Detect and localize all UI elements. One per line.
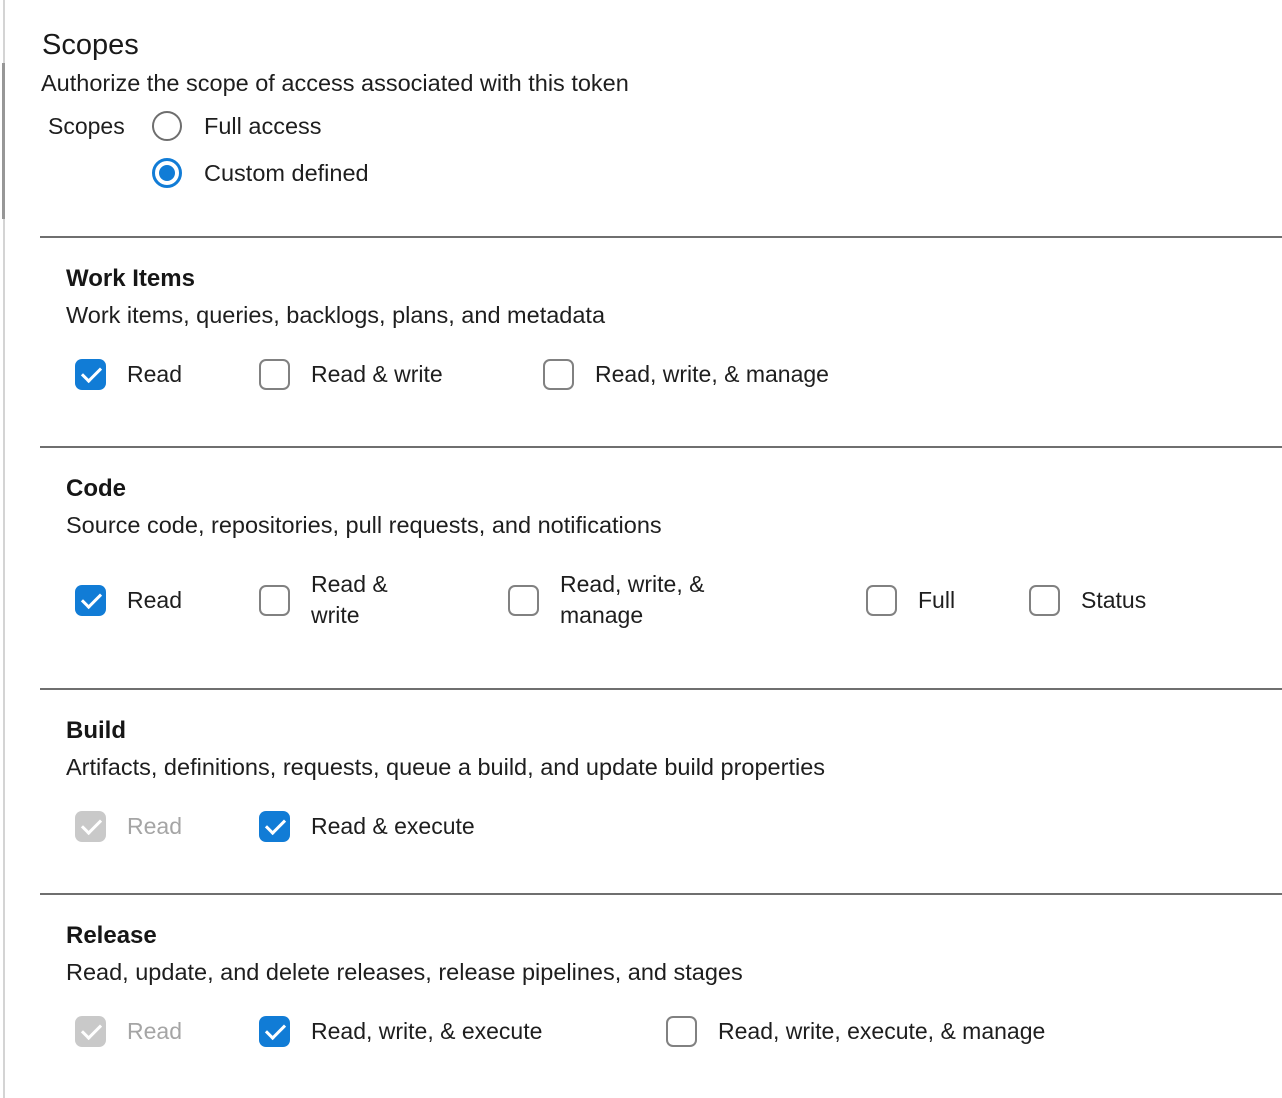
checkbox[interactable]	[508, 585, 539, 616]
checkbox[interactable]	[259, 359, 290, 390]
checkbox-disabled	[75, 1016, 106, 1047]
custom-defined-radio-label: Custom defined	[204, 159, 369, 186]
work-items-read-write-option[interactable]	[259, 359, 543, 390]
section-title: Release	[66, 922, 157, 949]
checkbox-label: Read & write	[311, 361, 443, 387]
page-title: Scopes	[42, 29, 139, 61]
code-status-option[interactable]	[1029, 585, 1146, 616]
build-read-execute-option[interactable]	[259, 811, 475, 842]
checkbox[interactable]	[259, 811, 290, 842]
scopes-intro	[40, 0, 1282, 236]
section-description: Source code, repositories, pull requests, and notifications	[66, 512, 662, 538]
scopes-field-label: Scopes	[48, 112, 125, 139]
checkbox[interactable]	[1029, 585, 1060, 616]
section-title: Code	[66, 475, 126, 502]
radio-row-full-access	[48, 111, 1282, 141]
work-items-options	[75, 359, 1282, 390]
full-access-radio-label: Full access	[204, 112, 322, 139]
full-access-radio[interactable]	[152, 111, 182, 141]
checkbox-label: Read	[127, 1018, 182, 1044]
checkbox[interactable]	[259, 1016, 290, 1047]
section-description: Artifacts, definitions, requests, queue a build, and update build properties	[66, 754, 826, 780]
release-options	[75, 1016, 1282, 1047]
section-title: Work Items	[66, 265, 195, 292]
release-read-write-execute-option[interactable]	[259, 1016, 666, 1047]
checkbox-disabled	[75, 811, 106, 842]
release-read-option	[75, 1016, 259, 1047]
work-items-read-write-manage-option[interactable]	[543, 359, 829, 390]
checkbox[interactable]	[666, 1016, 697, 1047]
checkbox[interactable]	[866, 585, 897, 616]
section-work-items	[40, 236, 1282, 446]
checkbox-label: Read & execute	[311, 813, 475, 839]
code-read-write-option[interactable]	[259, 569, 508, 631]
checkbox-label: Read, write, & execute	[311, 1018, 543, 1044]
custom-defined-radio[interactable]	[152, 158, 182, 188]
code-read-write-manage-option[interactable]	[508, 569, 866, 631]
scrollbar-thumb[interactable]	[2, 63, 5, 219]
section-build	[40, 688, 1282, 893]
section-code	[40, 446, 1282, 688]
code-read-option[interactable]	[75, 585, 259, 616]
page-subtitle: Authorize the scope of access associated with this token	[41, 70, 629, 96]
checkbox-label: Read	[127, 813, 182, 839]
checkbox[interactable]	[75, 585, 106, 616]
checkbox-label: Read, write, & manage	[560, 571, 705, 628]
section-description: Read, update, and delete releases, release pipelines, and stages	[66, 959, 743, 985]
checkbox[interactable]	[543, 359, 574, 390]
code-options	[75, 569, 1282, 631]
section-release	[40, 893, 1282, 1098]
checkbox-label: Read, write, & manage	[595, 361, 829, 387]
checkbox[interactable]	[75, 359, 106, 390]
checkbox[interactable]	[259, 585, 290, 616]
release-read-write-execute-manage-option[interactable]	[666, 1016, 1045, 1047]
checkbox-label: Read & write	[311, 571, 388, 628]
build-options	[75, 811, 1282, 842]
checkbox-label: Status	[1081, 586, 1147, 613]
section-title: Build	[66, 717, 126, 744]
checkbox-label: Read, write, execute, & manage	[718, 1018, 1046, 1044]
work-items-read-option[interactable]	[75, 359, 259, 390]
checkbox-label: Read	[127, 361, 182, 387]
scopes-radio-group	[40, 111, 1282, 188]
code-full-option[interactable]	[866, 585, 1029, 616]
section-description: Work items, queries, backlogs, plans, and metadata	[66, 302, 606, 328]
build-read-option	[75, 811, 259, 842]
checkbox-label: Full	[918, 586, 956, 613]
checkbox-label: Read	[127, 586, 182, 613]
radio-row-custom-defined	[48, 158, 1282, 188]
